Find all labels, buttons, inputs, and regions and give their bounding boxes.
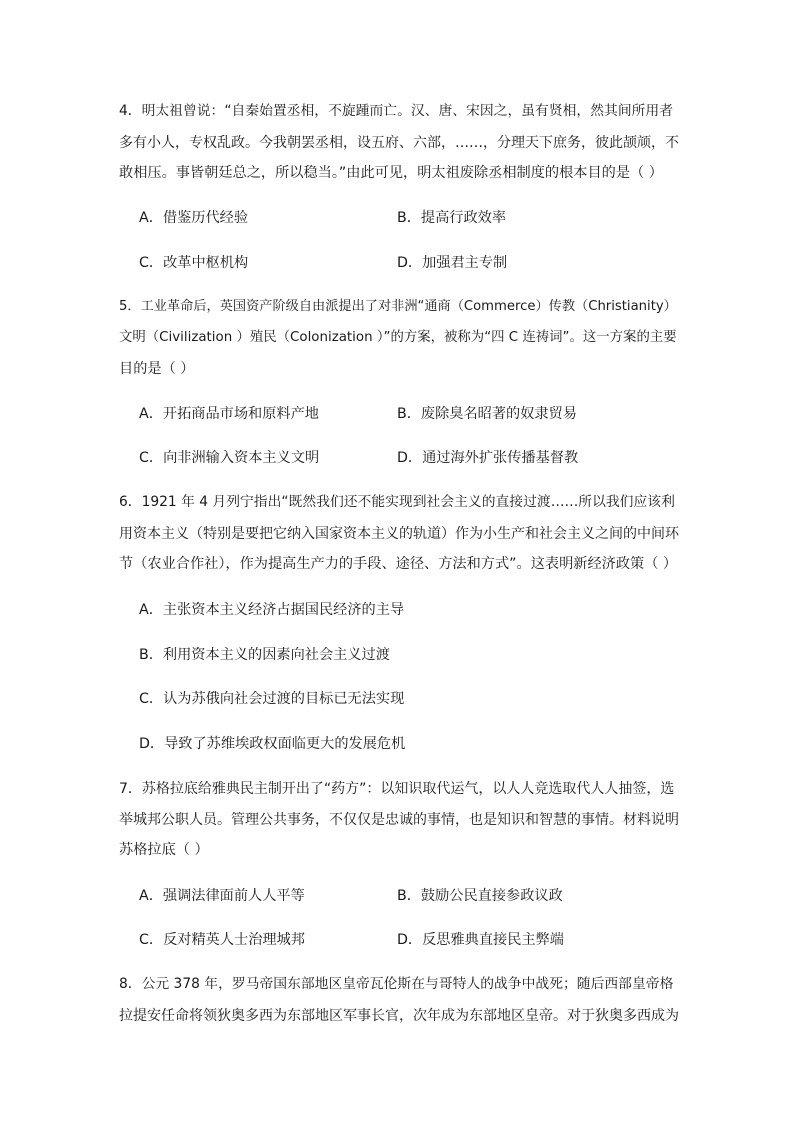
question-7-option-c[interactable]: C．反对精英人士治理城邦 bbox=[139, 932, 305, 948]
question-5-option-a[interactable]: A．开拓商品市场和原料产地 bbox=[139, 406, 319, 422]
question-8-line-1: 8．公元 378 年，罗马帝国东部地区皇帝瓦伦斯在与哥特人的战争中战死；随后西部皇帝格 bbox=[119, 976, 674, 992]
question-6-option-c[interactable]: C．认为苏俄向社会过渡的目标已无法实现 bbox=[139, 691, 405, 707]
question-5-option-b[interactable]: B．废除臭名昭著的奴隶贸易 bbox=[397, 406, 577, 422]
question-5-line-2: 文明（Civilization ）殖民（Colonization ）”的方案，被称为“四 C 连祷词”。这一方案的主要 bbox=[119, 330, 677, 345]
question-7-option-b[interactable]: B．鼓励公民直接参政议政 bbox=[397, 888, 563, 904]
question-7-line-1: 7．苏格拉底给雅典民主制开出了“药方”：以知识取代运气，以人人竞选取代人人抽签，选 bbox=[119, 781, 675, 797]
question-5-option-d[interactable]: D．通过海外扩张传播基督教 bbox=[397, 450, 579, 466]
question-7-option-a[interactable]: A．强调法律面前人人平等 bbox=[139, 888, 305, 904]
question-7-option-d[interactable]: D．反思雅典直接民主弊端 bbox=[397, 932, 564, 948]
question-6-option-b[interactable]: B．利用资本主义的因素向社会主义过渡 bbox=[139, 647, 390, 663]
question-4-line-2: 多有小人，专权乱政。今我朝罢丞相，设五府、六部，……，分理天下庶务，彼此颉颃，不 bbox=[119, 135, 679, 151]
question-7-line-3: 苏格拉底（ ） bbox=[119, 842, 209, 858]
question-6-line-3: 节（农业合作社），作为提高生产力的手段、途径、方法和方式”。这表明新经济政策（ ） bbox=[119, 556, 678, 572]
question-4-line-3: 敢相压。事皆朝廷总之，所以稳当。”由此可见，明太祖废除丞相制度的根本目的是（ ） bbox=[119, 165, 663, 181]
question-4-line-1: 4．明太祖曾说：“自秦始置丞相，不旋踵而亡。汉、唐、宋因之，虽有贤相，然其间所用者 bbox=[119, 103, 674, 119]
question-6-option-a[interactable]: A．主张资本主义经济占据国民经济的主导 bbox=[139, 602, 405, 618]
question-5-line-1: 5．工业革命后，英国资产阶级自由派提出了对非洲“通商（Commerce）传教（Christianity） bbox=[119, 299, 677, 314]
question-4-option-c[interactable]: C．改革中枢机构 bbox=[139, 255, 249, 271]
question-8-line-2: 拉提安任命将领狄奥多西为东部地区军事长官，次年成为东部地区皇帝。对于狄奥多西成为 bbox=[119, 1008, 679, 1024]
question-5-option-c[interactable]: C．向非洲输入资本主义文明 bbox=[139, 450, 320, 466]
question-6-option-d[interactable]: D．导致了苏维埃政权面临更大的发展危机 bbox=[139, 736, 406, 752]
question-4-option-d[interactable]: D．加强君主专制 bbox=[397, 255, 508, 271]
question-5-line-3: 目的是（ ） bbox=[119, 361, 195, 377]
question-4-option-a[interactable]: A．借鉴历代经验 bbox=[139, 210, 249, 226]
question-6-line-2: 用资本主义（特别是要把它纳入国家资本主义的轨道）作为小生产和社会主义之间的中间环 bbox=[119, 526, 679, 542]
question-4-option-b[interactable]: B．提高行政效率 bbox=[397, 210, 507, 226]
question-7-line-2: 举城邦公职人员。管理公共事务，不仅仅是忠诚的事情，也是知识和智慧的事情。材料说明 bbox=[119, 812, 679, 828]
question-6-line-1: 6．1921 年 4 月列宁指出“既然我们还不能实现到社会主义的直接过渡……所以我们应该利 bbox=[119, 494, 675, 510]
